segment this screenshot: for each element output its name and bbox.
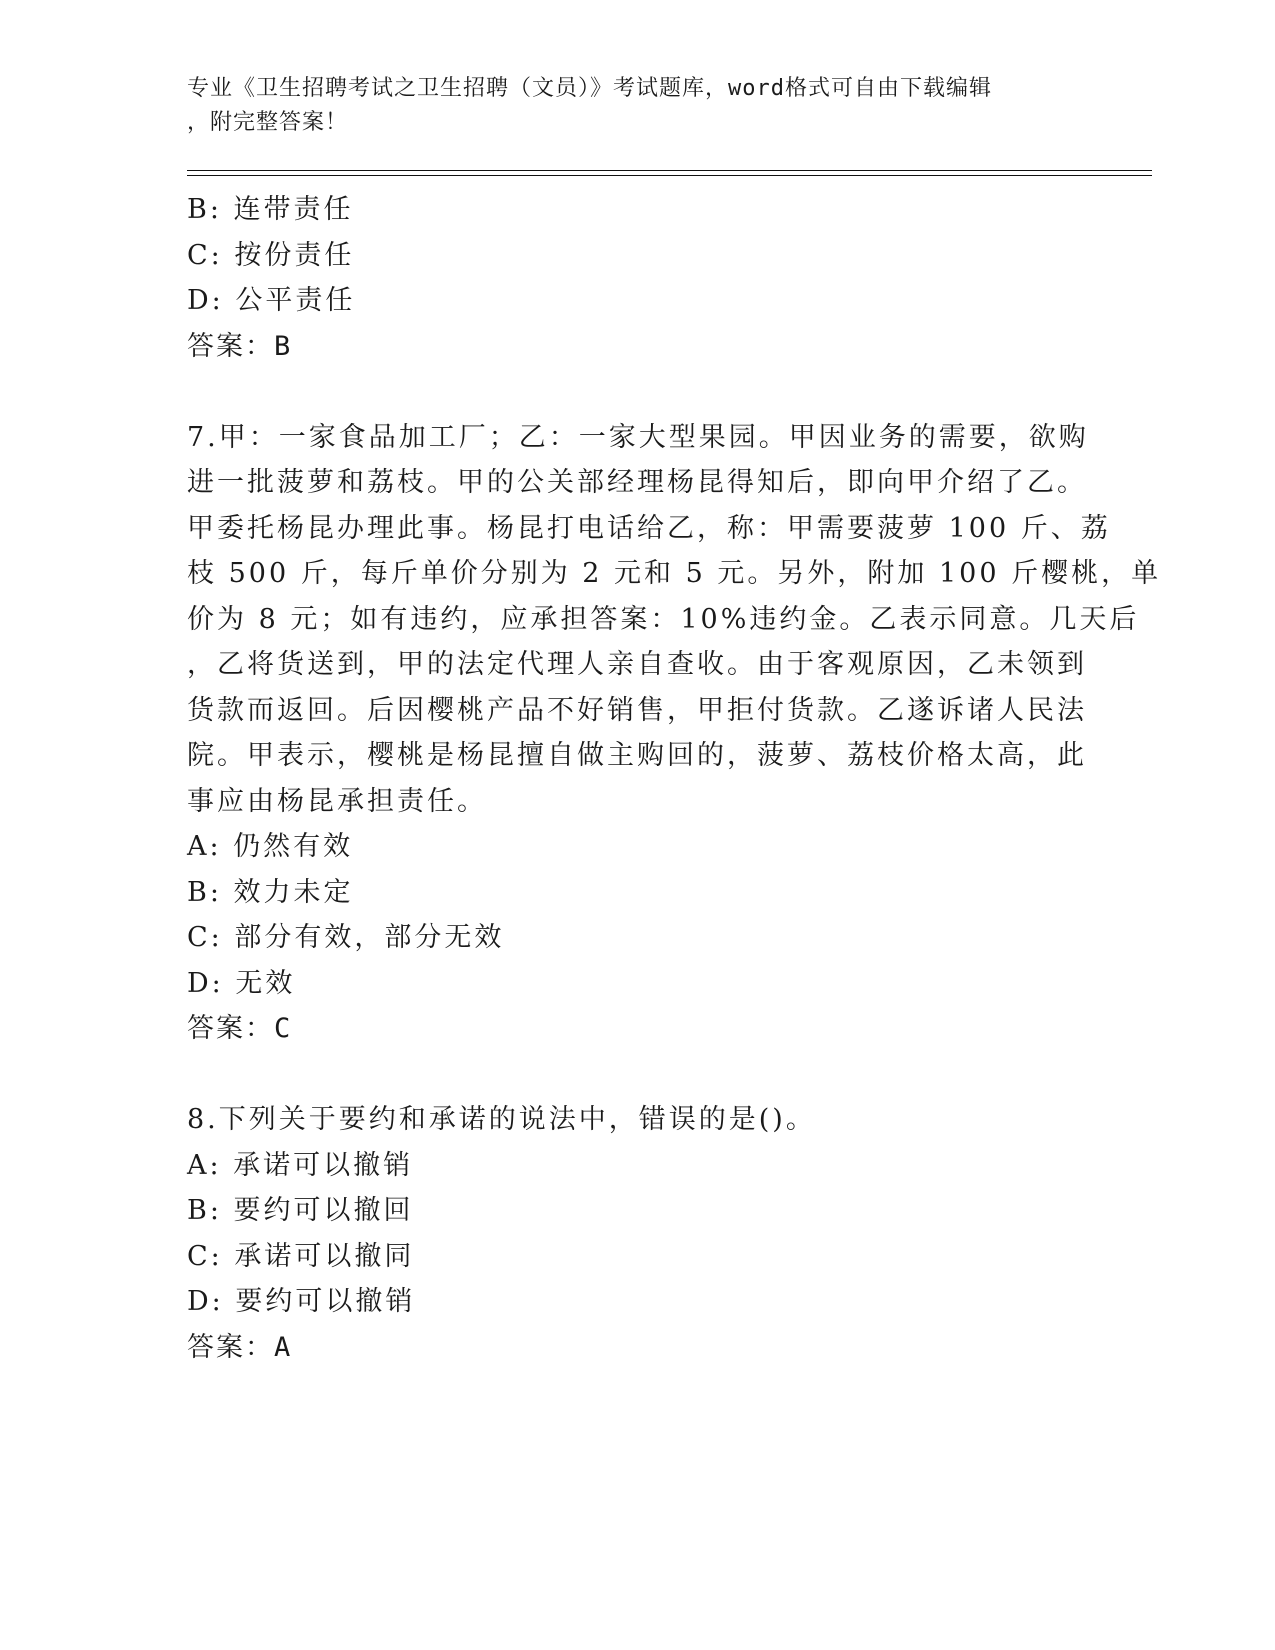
document-body	[187, 187, 1162, 1370]
option-c: C: 承诺可以撤同	[187, 1240, 415, 1272]
question-stem-line: 7.甲：一家食品加工厂；乙：一家大型果园。甲因业务的需要，欲购	[187, 421, 1089, 453]
question-7	[187, 415, 1162, 1052]
question-stem-line: 进一批菠萝和荔枝。甲的公关部经理杨昆得知后，即向甲介绍了乙。	[187, 467, 1087, 498]
header-line-2: ，附完整答案！	[187, 110, 349, 135]
question-stem-line: 枝 500 斤，每斤单价分别为 2 元和 5 元。另外，附加 100 斤樱桃，单	[187, 558, 1162, 589]
question-stem-line: 甲委托杨昆办理此事。杨昆打电话给乙，称：甲需要菠萝 100 斤、荔	[187, 512, 1111, 544]
option-c: C: 按份责任	[187, 239, 355, 271]
header-rule-top	[187, 170, 1152, 171]
option-a: A: 仍然有效	[187, 831, 354, 862]
question-stem-line: ，乙将货送到，甲的法定代理人亲自查收。由于客观原因，乙未领到	[187, 649, 1087, 680]
option-c: C: 部分有效，部分无效	[187, 922, 505, 953]
option-d: D: 要约可以撤销	[187, 1286, 416, 1317]
spacer	[187, 1052, 1087, 1098]
spacer	[187, 369, 1087, 415]
answer-line: 答案：C	[187, 1013, 293, 1044]
header-line-1: 专业《卫生招聘考试之卫生招聘（文员）》考试题库，word格式可自由下载编辑	[187, 76, 992, 101]
option-d: D: 公平责任	[187, 285, 356, 316]
question-6-remainder	[187, 187, 1087, 369]
option-b: B: 连带责任	[187, 194, 354, 225]
option-a: A: 承诺可以撤销	[187, 1149, 414, 1181]
option-b: B: 效力未定	[187, 876, 354, 908]
question-8	[187, 1097, 1087, 1370]
question-stem: 8.下列关于要约和承诺的说法中，错误的是()。	[187, 1104, 816, 1135]
document-header	[187, 72, 1067, 140]
option-b: B: 要约可以撤回	[187, 1195, 414, 1226]
question-stem-line: 货款而返回。后因樱桃产品不好销售，甲拒付货款。乙遂诉诸人民法	[187, 694, 1087, 726]
question-stem-line: 价为 8 元；如有违约，应承担答案：10%违约金。乙表示同意。几天后	[187, 603, 1140, 635]
answer-line: 答案：B	[187, 330, 293, 362]
header-rule-bottom	[187, 175, 1152, 176]
answer-line: 答案：A	[187, 1331, 293, 1363]
question-stem-line: 院。甲表示，樱桃是杨昆擅自做主购回的，菠萝、荔枝价格太高，此	[187, 740, 1087, 771]
option-d: D: 无效	[187, 967, 296, 999]
question-stem-line: 事应由杨昆承担责任。	[187, 785, 487, 817]
